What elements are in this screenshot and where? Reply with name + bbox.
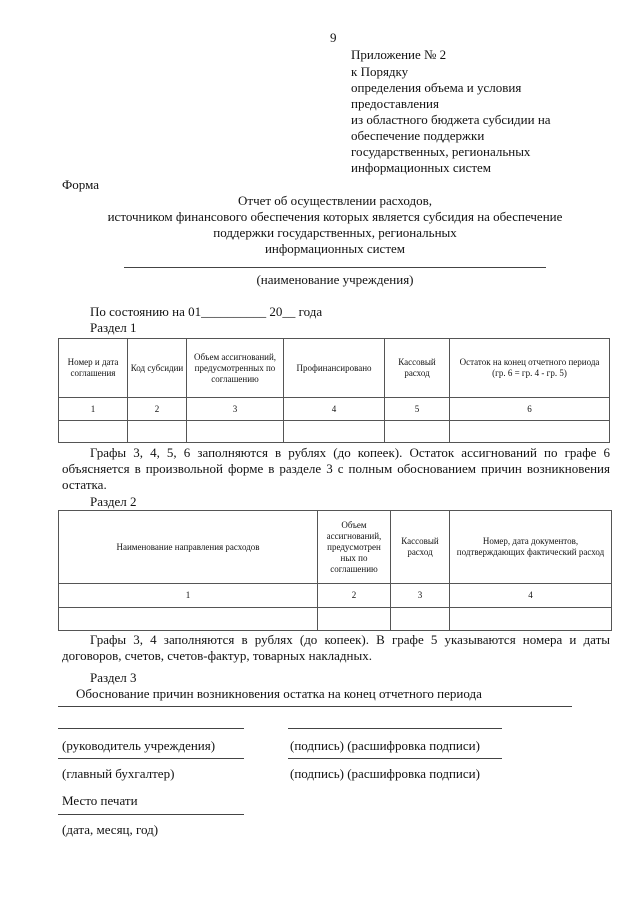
header-cell: Объем ассигнований, предусмотренных по соглашению — [187, 339, 284, 398]
empty-cell[interactable] — [59, 608, 318, 631]
empty-cell[interactable] — [187, 421, 284, 443]
title-line: Отчет об осуществлении расходов, — [238, 193, 432, 208]
signature-line — [58, 758, 244, 759]
header-cell: Номер, дата документов, подтверждающих фактический расход — [450, 511, 612, 584]
column-number: 4 — [284, 398, 385, 421]
empty-cell[interactable] — [450, 421, 610, 443]
appendix-line: государственных, региональных — [351, 144, 531, 159]
column-number: 3 — [391, 584, 450, 608]
note-section2: Графы 3, 4 заполняются в рублях (до копеек). В графе 5 указываются номера и даты договоров, счетов, счетов-фактур, товарных накладных. — [62, 632, 610, 663]
empty-cell[interactable] — [59, 421, 128, 443]
seal-label: Место печати — [62, 793, 138, 808]
head-sign-caption: (подпись) (расшифровка подписи) — [290, 738, 480, 753]
column-number: 6 — [450, 398, 610, 421]
appendix-line: обеспечение поддержки — [351, 128, 485, 143]
header-cell: Остаток на конец отчетного периода (гр. 6 = гр. 4 - гр. 5) — [450, 339, 610, 398]
form-label: Форма — [62, 177, 99, 192]
date-line — [58, 814, 244, 815]
institution-caption: (наименование учреждения) — [256, 272, 414, 287]
column-number: 2 — [318, 584, 391, 608]
note-section1: Графы 3, 4, 5, 6 заполняются в рублях (до копеек). Остаток ассигнований по графе 6 объясняется в произвольной форме в разделе 3 с полным обоснованием причин возникновения остатка. — [62, 445, 610, 492]
page-number: 9 — [330, 30, 337, 45]
appendix-line: из областного бюджета субсидии на — [351, 112, 551, 127]
signature-line — [58, 728, 244, 729]
empty-cell[interactable] — [318, 608, 391, 631]
header-cell: Номер и дата соглашения — [59, 339, 128, 398]
explanation-line[interactable] — [58, 706, 572, 707]
section3-label: Раздел 3 — [90, 670, 137, 685]
empty-cell[interactable] — [284, 421, 385, 443]
appendix-line: информационных систем — [351, 160, 492, 175]
empty-cell[interactable] — [385, 421, 450, 443]
as-of-date: По состоянию на 01__________ 20__ года — [90, 304, 323, 319]
section2-table — [58, 510, 612, 631]
section2-label: Раздел 2 — [90, 494, 137, 509]
section3-text: Обоснование причин возникновения остатка на конец отчетного периода — [76, 686, 482, 701]
appendix-line: к Порядку — [351, 64, 409, 79]
empty-cell[interactable] — [128, 421, 187, 443]
accountant-caption: (главный бухгалтер) — [62, 766, 175, 781]
header-cell: Наименование направления расходов — [59, 511, 318, 584]
institution-line — [124, 267, 546, 268]
signature-line — [288, 758, 502, 759]
head-caption: (руководитель учреждения) — [62, 738, 216, 753]
header-cell: Кассовый расход — [391, 511, 450, 584]
title-line: поддержки государственных, региональных — [213, 225, 457, 240]
column-number: 2 — [128, 398, 187, 421]
column-number: 3 — [187, 398, 284, 421]
appendix-line: предоставления — [351, 96, 439, 111]
appendix-line: Приложение № 2 — [351, 47, 447, 62]
header-cell: Объем ассигнований, предусмотрен ных по соглашению — [318, 511, 391, 584]
title-line: источником финансового обеспечения которых является субсидия на обеспечение — [107, 209, 563, 224]
section1-label: Раздел 1 — [90, 320, 137, 335]
header-cell: Кассовый расход — [385, 339, 450, 398]
column-number: 5 — [385, 398, 450, 421]
appendix-line: определения объема и условия — [351, 80, 522, 95]
empty-cell[interactable] — [391, 608, 450, 631]
column-number: 4 — [450, 584, 612, 608]
header-cell: Профинансировано — [284, 339, 385, 398]
section1-table — [58, 338, 610, 443]
column-number: 1 — [59, 584, 318, 608]
signature-line — [288, 728, 502, 729]
column-number: 1 — [59, 398, 128, 421]
title-line: информационных систем — [264, 241, 406, 256]
header-cell: Код субсидии — [128, 339, 187, 398]
date-caption: (дата, месяц, год) — [62, 822, 159, 837]
empty-cell[interactable] — [450, 608, 612, 631]
accountant-sign-caption: (подпись) (расшифровка подписи) — [290, 766, 480, 781]
